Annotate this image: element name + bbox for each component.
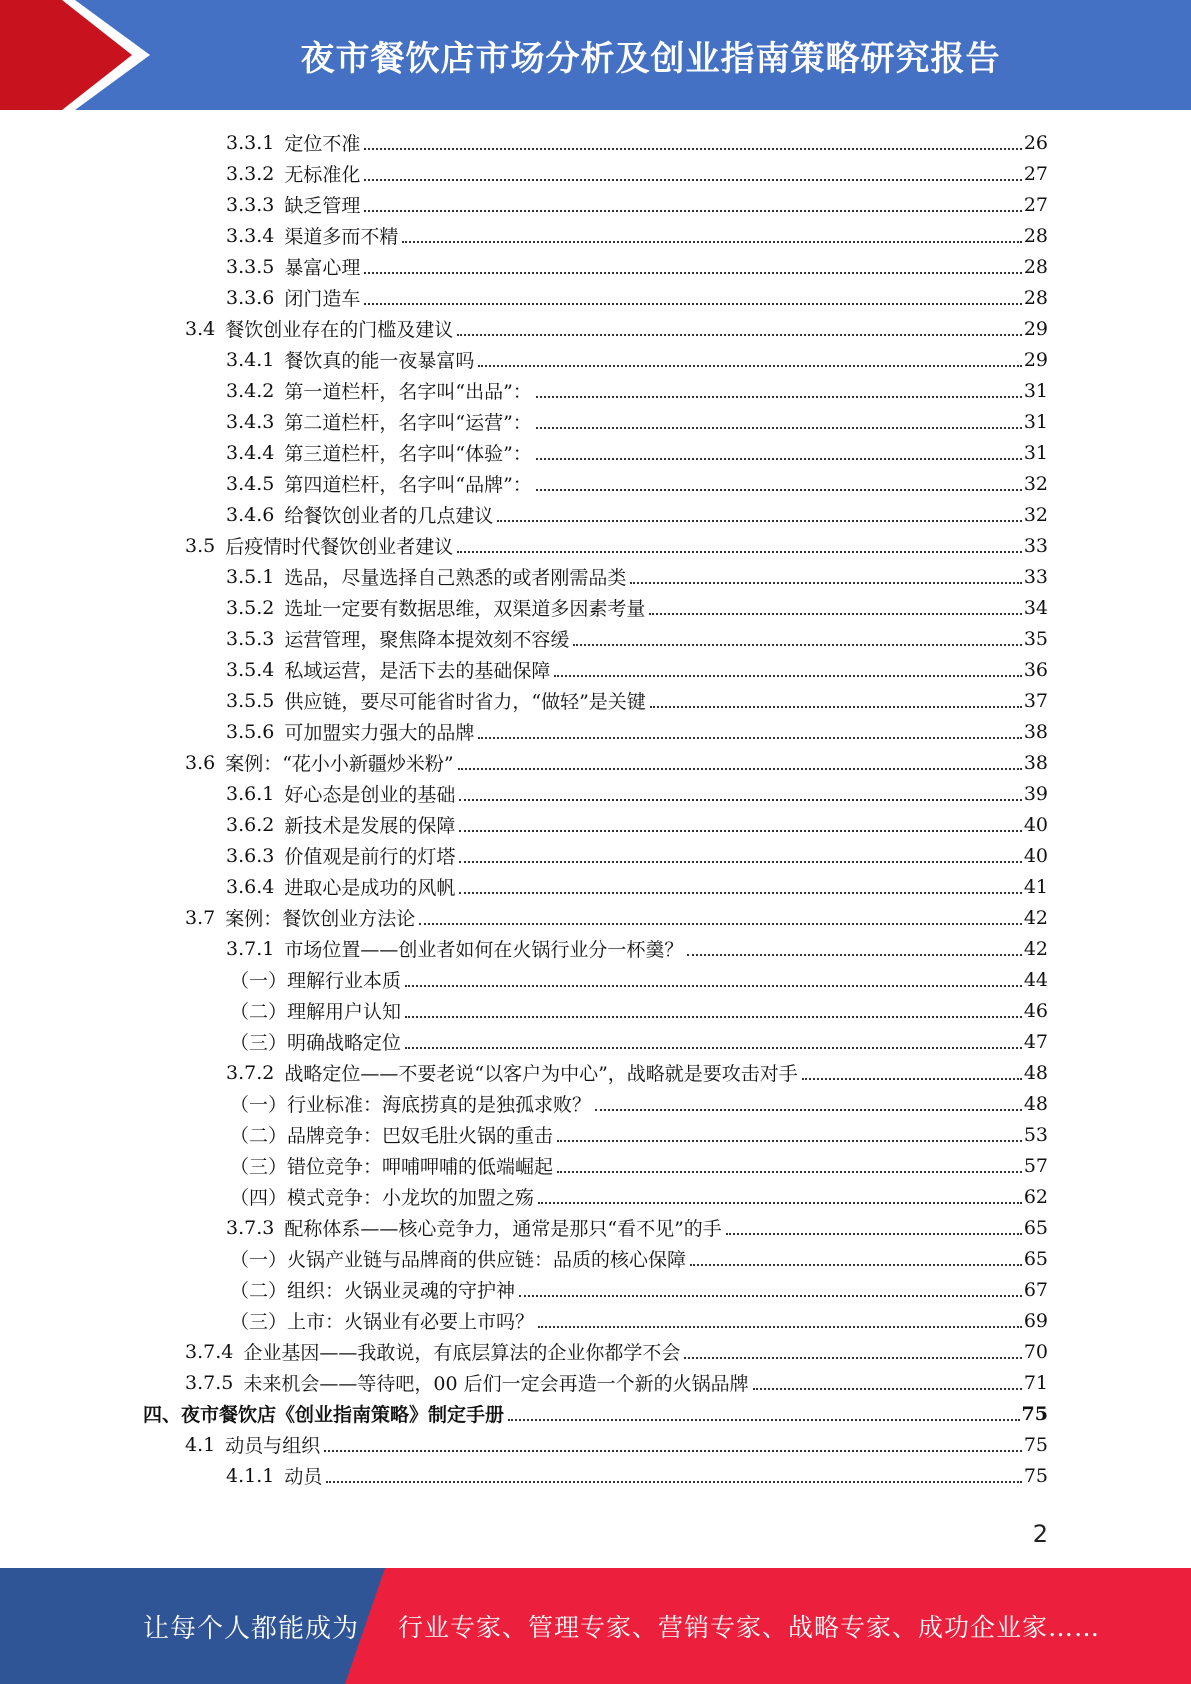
toc-entry[interactable]: 4.1 动员与组织 75 bbox=[185, 1433, 1048, 1457]
toc-entry[interactable]: 3.6.3 价值观是前行的灯塔 40 bbox=[226, 844, 1048, 868]
toc-entry[interactable]: （二）品牌竞争：巴奴毛肚火锅的重击 53 bbox=[230, 1123, 1048, 1147]
toc-entry[interactable]: 3.3.3 缺乏管理 27 bbox=[226, 193, 1048, 217]
toc-entry[interactable]: 3.4.2 第一道栏杆，名字叫“出品”： 31 bbox=[226, 379, 1048, 403]
toc-entry[interactable]: 3.6 案例：“花小小新疆炒米粉” 38 bbox=[185, 751, 1048, 775]
toc-entry[interactable]: 3.4.3 第二道栏杆，名字叫“运营”： 31 bbox=[226, 410, 1048, 434]
toc-entry[interactable]: 3.5.6 可加盟实力强大的品牌 38 bbox=[226, 720, 1048, 744]
document-title: 夜市餐饮店市场分析及创业指南策略研究报告 bbox=[300, 38, 1001, 79]
toc-entry[interactable]: 4.1.1 动员 75 bbox=[226, 1464, 1048, 1488]
toc-entry[interactable]: 3.3.5 暴富心理 28 bbox=[226, 255, 1048, 279]
toc-entry[interactable]: （四）模式竞争：小龙坎的加盟之殇 62 bbox=[230, 1185, 1048, 1209]
toc-entry[interactable]: （三）明确战略定位 47 bbox=[230, 1030, 1048, 1054]
toc-entry[interactable]: 3.5.1 选品，尽量选择自己熟悉的或者刚需品类 33 bbox=[226, 565, 1048, 589]
toc-entry[interactable]: （三）错位竞争：呷哺呷哺的低端崛起 57 bbox=[230, 1154, 1048, 1178]
toc-entry[interactable]: 3.7.2 战略定位——不要老说“以客户为中心”，战略就是要攻击对手 48 bbox=[226, 1061, 1048, 1085]
toc-entry[interactable]: 3.7.1 市场位置——创业者如何在火锅行业分一杯羹？ 42 bbox=[226, 937, 1048, 961]
toc-entry[interactable]: 3.7.4 企业基因——我敢说，有底层算法的企业你都学不会 70 bbox=[185, 1340, 1048, 1364]
toc-chapter-entry[interactable]: 四、夜市餐饮店《创业指南策略》制定手册 75 bbox=[143, 1402, 1048, 1426]
toc-entry[interactable]: 3.3.4 渠道多而不精 28 bbox=[226, 224, 1048, 248]
toc-entry[interactable]: 3.4.5 第四道栏杆，名字叫“品牌”： 32 bbox=[226, 472, 1048, 496]
toc-entry[interactable]: 3.4 餐饮创业存在的门槛及建议 29 bbox=[185, 317, 1048, 341]
toc-entry[interactable]: 3.3.2 无标准化 27 bbox=[226, 162, 1048, 186]
toc-entry[interactable]: （一）理解行业本质 44 bbox=[230, 968, 1048, 992]
toc-entry[interactable]: 3.7.3 配称体系——核心竞争力，通常是那只“看不见”的手 65 bbox=[226, 1216, 1048, 1240]
page-footer bbox=[0, 1568, 1191, 1684]
toc-entry[interactable]: 3.6.4 进取心是成功的风帆 41 bbox=[226, 875, 1048, 899]
toc-entry[interactable]: 3.7 案例：餐饮创业方法论 42 bbox=[185, 906, 1048, 930]
toc-entry[interactable]: 3.3.1 定位不准 26 bbox=[226, 131, 1048, 155]
header-arrow-decoration bbox=[0, 0, 160, 110]
toc-entry[interactable]: 3.4.4 第三道栏杆，名字叫“体验”： 31 bbox=[226, 441, 1048, 465]
toc-entry[interactable]: 3.5.5 供应链，要尽可能省时省力，“做轻”是关键 37 bbox=[226, 689, 1048, 713]
toc-entry[interactable]: （二）理解用户认知 46 bbox=[230, 999, 1048, 1023]
toc-entry[interactable]: （三）上市：火锅业有必要上市吗？ 69 bbox=[230, 1309, 1048, 1333]
page-header bbox=[0, 0, 1191, 110]
toc-entry[interactable]: 3.6.2 新技术是发展的保障 40 bbox=[226, 813, 1048, 837]
toc-entry[interactable]: 3.5.2 选址一定要有数据思维，双渠道多因素考量 34 bbox=[226, 596, 1048, 620]
toc-entry[interactable]: （二）组织：火锅业灵魂的守护神 67 bbox=[230, 1278, 1048, 1302]
toc-entry[interactable]: 3.6.1 好心态是创业的基础 39 bbox=[226, 782, 1048, 806]
toc-entry[interactable]: 3.7.5 未来机会——等待吧，00 后们一定会再造一个新的火锅品牌 71 bbox=[185, 1371, 1048, 1395]
toc-entry[interactable]: （一）行业标准：海底捞真的是独孤求败？ 48 bbox=[230, 1092, 1048, 1116]
page-number: 2 bbox=[1032, 1520, 1048, 1548]
toc-entry[interactable]: 3.5.3 运营管理，聚焦降本提效刻不容缓 35 bbox=[226, 627, 1048, 651]
toc-entry[interactable]: 3.3.6 闭门造车 28 bbox=[226, 286, 1048, 310]
toc-entry[interactable]: （一）火锅产业链与品牌商的供应链：品质的核心保障 65 bbox=[230, 1247, 1048, 1271]
toc-entry[interactable]: 3.4.1 餐饮真的能一夜暴富吗 29 bbox=[226, 348, 1048, 372]
toc-entry[interactable]: 3.5 后疫情时代餐饮创业者建议 33 bbox=[185, 534, 1048, 558]
toc-entry[interactable]: 3.4.6 给餐饮创业者的几点建议 32 bbox=[226, 503, 1048, 527]
footer-slogan-left: 让每个人都能成为 bbox=[143, 1613, 360, 1644]
footer-slogan-right: 行业专家、管理专家、营销专家、战略专家、成功企业家…… bbox=[398, 1613, 1101, 1642]
toc-entry[interactable]: 3.5.4 私域运营，是活下去的基础保障 36 bbox=[226, 658, 1048, 682]
